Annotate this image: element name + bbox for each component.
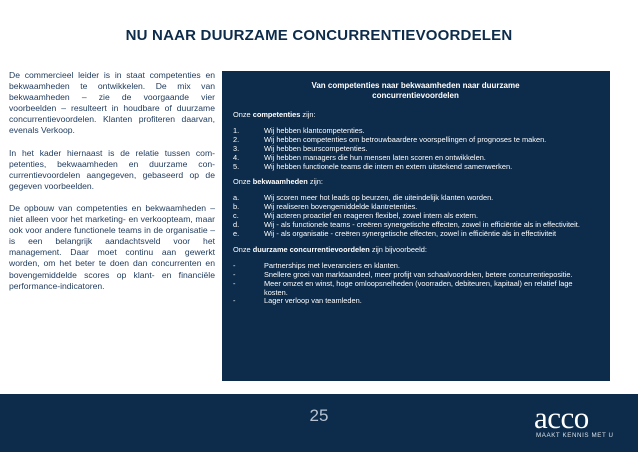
list-item-text: Wij realiseren bovengemiddelde klantretenties. (264, 202, 418, 212)
advantages-list (233, 262, 598, 307)
list-item-text: Partnerships met leveranciers en klanten. (264, 260, 400, 270)
intro-bold: bekwaamheden (252, 177, 308, 187)
list-marker: 5. (233, 161, 240, 171)
logo-tagline: MAAKT KENNIS MET U (536, 432, 614, 439)
publisher-logo (534, 400, 614, 440)
list-marker: - (233, 278, 236, 288)
list-marker: 4. (233, 152, 240, 162)
list-item (233, 163, 598, 172)
list-item (233, 297, 598, 306)
list-item-text: Lager verloop van teamleden. (264, 296, 362, 306)
list-marker: 3. (233, 143, 240, 153)
competencies-list (233, 127, 598, 172)
page-number: 25 (309, 406, 329, 425)
body-paragraph: De opbouw van competenties en bekwaamheden – niet alleen voor het marketing- en verkoopteam, maar ook voor andere functionele teams in de organisatie – is een belangrijk aandachtsveld voor het management. Daar moet continu aan gewerkt worden, om het beter te doen dan concurrenten en bovengemiddelde scores op klant- en financiële performance-indicatoren. (9, 202, 215, 291)
list-marker: - (233, 296, 236, 306)
footer-bar (0, 394, 638, 452)
intro-text: Onze (233, 177, 253, 187)
list-marker: b. (233, 202, 240, 212)
list-item (233, 280, 598, 298)
list-item-text: Wij - als organisatie - creëren synergetische effecten, zowel in efficiëntie als in effectiviteit (264, 228, 557, 238)
list-item-text: Snellere groei van marktaandeel, meer profijt van schaalvoordelen, betere concurrentiepositie. (264, 269, 573, 279)
competencies-intro (233, 111, 598, 120)
list-item-text: Wij hebben competenties om betrouwbaardere voorspellingen of prognoses te maken. (264, 134, 547, 144)
list-item-text: Wij hebben klantcompetenties. (264, 125, 365, 135)
capabilities-intro (233, 178, 598, 187)
body-paragraph: De commercieel leider is in staat competenties en bekwaamheden te ontwikkelen. De mix van bekwaamheden – zie de voorgaande vier voorbeelden – resulteert in houdbare of duurzame concurrentievoordelen. Klanten profiteren daarvan, evenals Verkoop. (9, 70, 215, 136)
body-text-column (9, 70, 215, 303)
sidebar-panel (222, 71, 610, 381)
logo-wordmark: acco (534, 400, 589, 435)
intro-text: zijn: (300, 110, 316, 119)
list-marker: c. (233, 211, 239, 221)
list-item-text: Wij hebben beurscompetenties. (264, 143, 368, 153)
advantages-intro (233, 246, 598, 255)
list-marker: d. (233, 220, 240, 230)
list-marker: 2. (233, 134, 240, 144)
intro-bold: duurzame concurrentievoordelen (252, 244, 370, 254)
intro-bold: competenties (252, 110, 301, 119)
list-marker: a. (233, 193, 240, 203)
intro-text: zijn bijvoorbeeld: (369, 244, 427, 254)
list-item-text: Wij scoren meer hot leads op beurzen, die uiteindelijk klanten worden. (264, 193, 494, 203)
list-item-text: Wij acteren proactief en reageren flexibel, zowel intern als extern. (264, 211, 479, 221)
page-title: NU NAAR DUURZAME CONCURRENTIEVOORDELEN (125, 27, 513, 44)
list-item-text: Wij hebben functionele teams die intern en extern uitstekend samenwerken. (264, 161, 513, 171)
list-item-text: Wij hebben managers die hun mensen laten scoren en ontwikkelen. (264, 152, 486, 162)
list-item-text: Meer omzet en winst, hoge omloopsnelheden (voorraden, debiteuren, kapitaal) en relatief lage kosten. (264, 278, 573, 297)
panel-title: Van competenties naar bekwaamheden naar duurzame concurrentievoordelen (311, 81, 520, 100)
intro-text: Onze (233, 110, 253, 119)
intro-text: Onze (233, 244, 253, 254)
list-item-text: Wij - als functionele teams - creëren synergetische effecten, zowel in efficiëntie als in effectiviteit. (264, 220, 580, 230)
list-marker: e. (233, 228, 240, 238)
list-marker: 1. (233, 125, 240, 135)
list-marker: - (233, 269, 236, 279)
capabilities-list (233, 194, 598, 239)
list-item (233, 230, 598, 239)
body-paragraph: In het kader hiernaast is de relatie tussen competenties, bekwaamheden en duurzame concurrentievoordelen aangegeven, gebaseerd op de gegeven voorbeelden. (9, 147, 215, 191)
list-marker: - (233, 260, 236, 270)
intro-text: zijn: (307, 177, 323, 187)
